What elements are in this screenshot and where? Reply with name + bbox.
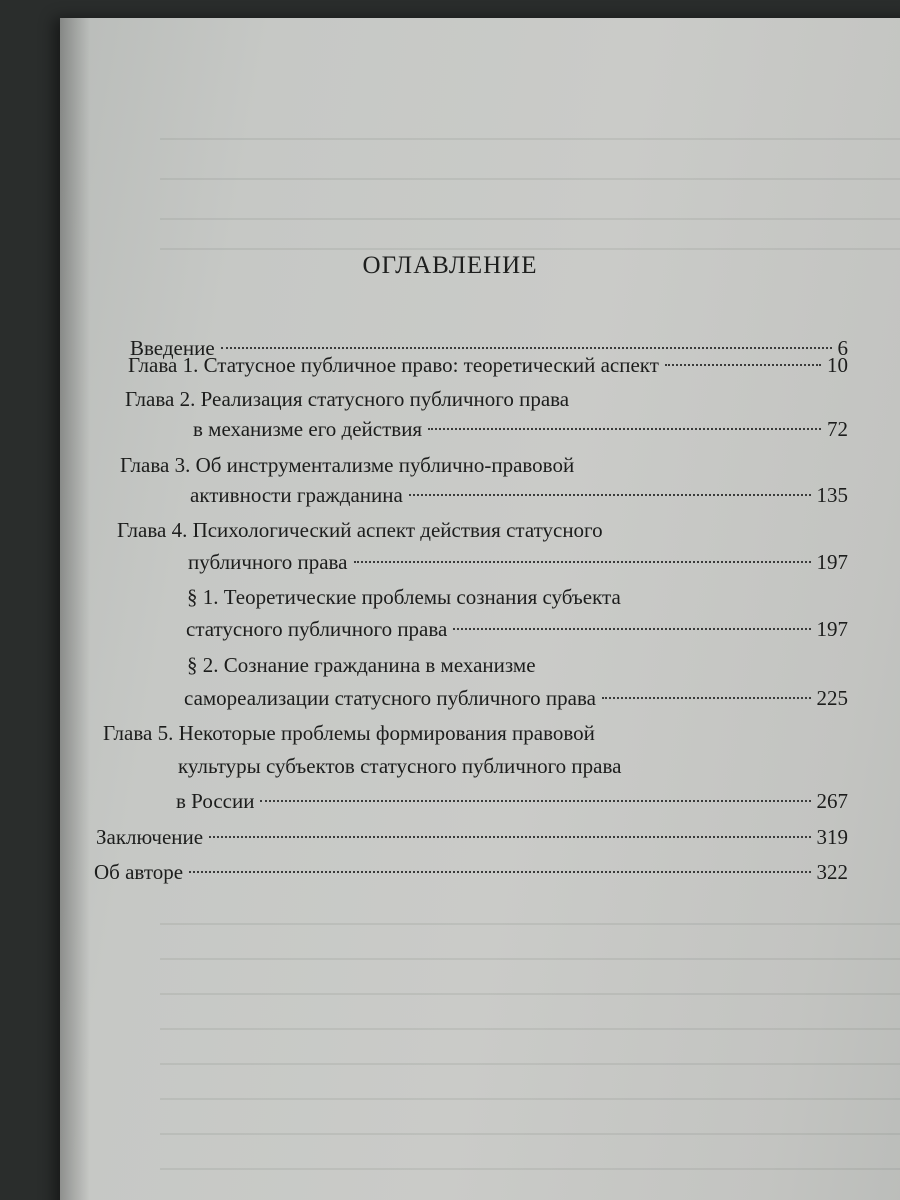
leader-dots	[260, 800, 810, 802]
toc-entry-chapter-5-line-1: Глава 5. Некоторые проблемы формирования правовой	[103, 721, 595, 745]
toc-entry-chapter-4-line-1: Глава 4. Психологический аспект действия статусного	[117, 518, 603, 542]
toc-entry-chapter-2	[193, 414, 848, 444]
leader-dots	[189, 871, 810, 873]
toc-entry-section-2	[184, 683, 848, 713]
leader-dots	[665, 364, 821, 366]
toc-entry-chapter-1	[128, 350, 848, 380]
toc-entry-chapter-5-line-2: культуры субъектов статусного публичного права	[178, 754, 622, 778]
toc-entry-label: Об авторе	[94, 860, 184, 884]
toc-entry-label: Глава 1. Статусное публичное право: теоретический аспект	[128, 353, 659, 377]
toc-entry-label: Введение	[130, 336, 215, 360]
toc-entry-page: 319	[816, 825, 848, 849]
toc-entry-label: самореализации статусного публичного права	[184, 686, 596, 710]
leader-dots	[409, 494, 811, 496]
toc-title: ОГЛАВЛЕНИЕ	[362, 252, 538, 279]
leader-dots	[354, 561, 811, 563]
toc-entry-label: в механизме его действия	[193, 417, 423, 441]
toc-entry-chapter-4	[188, 547, 848, 577]
toc-entry-page: 197	[816, 617, 848, 641]
leader-dots	[221, 347, 832, 349]
toc-entry-label: публичного права	[188, 550, 348, 574]
toc-entry-page: 10	[827, 353, 848, 377]
toc-entry-page: 135	[816, 483, 848, 507]
leader-dots	[602, 697, 811, 699]
toc-entry-label: статусного публичного права	[186, 617, 448, 641]
toc-entry-page: 197	[816, 550, 848, 574]
toc-entry-label: в России	[176, 789, 255, 813]
toc-entry-section-2-line-1: § 2. Сознание гражданина в механизме	[187, 653, 536, 677]
toc-entry-section-1	[186, 614, 848, 644]
toc-entry-section-1-line-1: § 1. Теоретические проблемы сознания субъекта	[187, 585, 621, 609]
toc-entry-page: 322	[816, 860, 848, 884]
toc-entry-conclusion	[96, 822, 848, 852]
toc-entry-chapter-3	[190, 480, 848, 510]
toc-entry-label: Заключение	[96, 825, 204, 849]
toc-entry-about-author	[94, 857, 848, 887]
toc-entry-page: 267	[816, 789, 848, 813]
toc-entry-page: 225	[816, 686, 848, 710]
leader-dots	[453, 628, 810, 630]
leader-dots	[428, 428, 821, 430]
toc-entry-page: 6	[837, 336, 848, 360]
leader-dots	[209, 836, 810, 838]
toc-entry-chapter-5	[176, 786, 848, 816]
toc-entry-label: активности гражданина	[190, 483, 403, 507]
toc-entry-page: 72	[827, 417, 848, 441]
toc-entry-chapter-2-line-1: Глава 2. Реализация статусного публичного права	[125, 387, 570, 411]
toc-entry-chapter-3-line-1: Глава 3. Об инструментализме публично-правовой	[120, 453, 575, 477]
